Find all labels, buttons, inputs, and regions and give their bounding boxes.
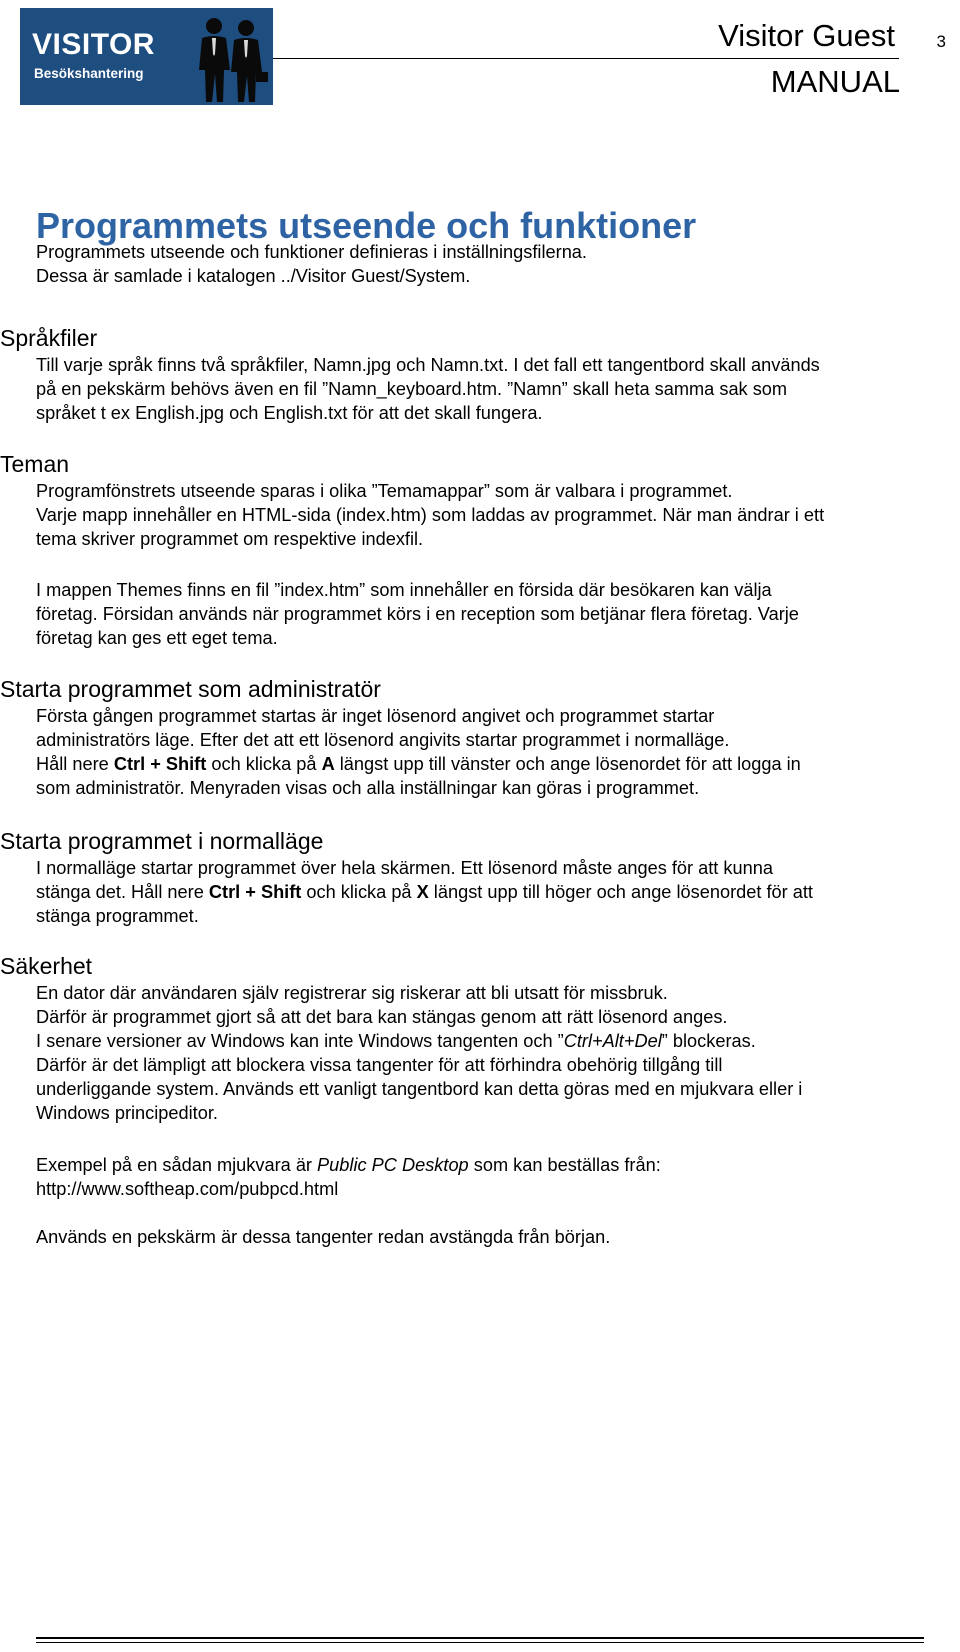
paragraph-line: stänga programmet. [36, 906, 199, 926]
paragraph-line [36, 1153, 956, 1177]
paragraph-line: Därför är det lämpligt att blockera vissa tangenter för att förhindra obehörig tillgång till [36, 1055, 723, 1075]
header-title: Visitor Guest [718, 18, 895, 53]
text-run: längst upp till vänster och ange lösenordet för att logga in [334, 754, 801, 774]
paragraph-line: tema skriver programmet om respektive indexfil. [36, 529, 424, 549]
text-run: som kan beställas från: [468, 1155, 661, 1175]
footer-rule-thin [36, 1642, 924, 1643]
text-run: stänga det. Håll nere [36, 882, 209, 902]
intro-line: Dessa är samlade i katalogen ../Visitor Guest/System. [36, 266, 471, 286]
software-url: http://www.softheap.com/pubpcd.html [36, 1179, 339, 1199]
shortcut-keys: Ctrl + Shift [113, 754, 207, 774]
sakerhet-paragraph [36, 981, 956, 1125]
text-run: Exempel på en sådan mjukvara är [36, 1155, 318, 1175]
text-run: och klicka på [206, 754, 322, 774]
page-title: Programmets utseende och funktioner [36, 205, 697, 246]
shortcut-key: X [416, 882, 429, 902]
key-combination: Ctrl+Alt+Del [563, 1031, 662, 1051]
text-run: I senare versioner av Windows kan inte Windows tangenten och ” [36, 1031, 564, 1051]
paragraph-line: på en pekskärm behövs även en fil ”Namn_keyboard.htm. ”Namn” skall heta samma sak som [36, 379, 788, 399]
text-run: och klicka på [301, 882, 417, 902]
paragraph-line: språket t ex English.jpg och English.txt för att det skall fungera. [36, 403, 543, 423]
paragraph-line: som administratör. Menyraden visas och alla inställningar kan göras i programmet. [36, 778, 700, 798]
section-heading-normal: Starta programmet i normalläge [0, 828, 324, 854]
text-run: Håll nere [36, 754, 114, 774]
logo-subtitle: Besökshantering [34, 66, 144, 81]
page-number: 3 [936, 32, 946, 51]
paragraph-line: Används en pekskärm är dessa tangenter redan avstängda från början. [36, 1227, 611, 1247]
logo-title: VISITOR [32, 28, 155, 61]
paragraph-line: Programfönstrets utseende sparas i olika ”Temamappar” som är valbara i programmet. [36, 481, 733, 501]
paragraph-line: Windows principeditor. [36, 1103, 218, 1123]
example-paragraph [36, 1153, 956, 1201]
header-subtitle: MANUAL [770, 64, 900, 99]
teman-paragraph-2 [36, 578, 956, 650]
visitor-logo [20, 8, 273, 105]
normal-paragraph [36, 856, 956, 928]
text-run: ” blockeras. [661, 1031, 756, 1051]
paragraph-line: administratörs läge. Efter det att ett lösenord angivits startar programmet i normalläge. [36, 730, 730, 750]
section-heading-sprakfiler: Språkfiler [0, 325, 98, 351]
paragraph-line: Till varje språk finns två språkfiler, Namn.jpg och Namn.txt. I det fall ett tangentbord skall används [36, 355, 820, 375]
paragraph-line: I mappen Themes finns en fil ”index.htm” som innehåller en försida där besökaren kan välja [36, 580, 772, 600]
paragraph-line: underliggande system. Används ett vanligt tangentbord kan detta göras med en mjukvara eller i [36, 1079, 803, 1099]
paragraph-line: Första gången programmet startas är inget lösenord angivet och programmet startar [36, 706, 715, 726]
section-heading-sakerhet: Säkerhet [0, 953, 93, 979]
paragraph-line: Därför är programmet gjort så att det bara kan stängas genom att rätt lösenord anges. [36, 1007, 728, 1027]
paragraph-line: I normalläge startar programmet över hela skärmen. Ett lösenord måste anges för att kunna [36, 858, 773, 878]
shortcut-keys: Ctrl + Shift [208, 882, 302, 902]
intro-line: Programmets utseende och funktioner definieras i inställningsfilerna. [36, 242, 587, 262]
businessmen-silhouette-icon [190, 14, 270, 104]
text-run: längst upp till höger och ange lösenordet för att [428, 882, 813, 902]
section-heading-teman: Teman [0, 451, 70, 477]
footer-rule [36, 1637, 924, 1639]
paragraph-line [36, 880, 956, 904]
sprakfiler-paragraph [36, 353, 956, 425]
shortcut-key: A [321, 754, 335, 774]
intro-paragraph [36, 240, 956, 288]
paragraph-line [36, 1029, 956, 1053]
paragraph-line: Varje mapp innehåller en HTML-sida (index.htm) som laddas av programmet. När man ändrar i ett [36, 505, 825, 525]
admin-paragraph [36, 704, 956, 800]
paragraph-line: företag. Försidan används när programmet körs i en reception som betjänar flera företag. Varje [36, 604, 799, 624]
teman-paragraph [36, 479, 956, 551]
paragraph-line [36, 752, 956, 776]
paragraph-line: En dator där användaren själv registrerar sig riskerar att bli utsatt för missbruk. [36, 983, 668, 1003]
software-name: Public PC Desktop [317, 1155, 469, 1175]
header-rule [273, 58, 899, 59]
final-paragraph [36, 1225, 956, 1249]
section-heading-admin: Starta programmet som administratör [0, 676, 381, 702]
paragraph-line: företag kan ges ett eget tema. [36, 628, 278, 648]
